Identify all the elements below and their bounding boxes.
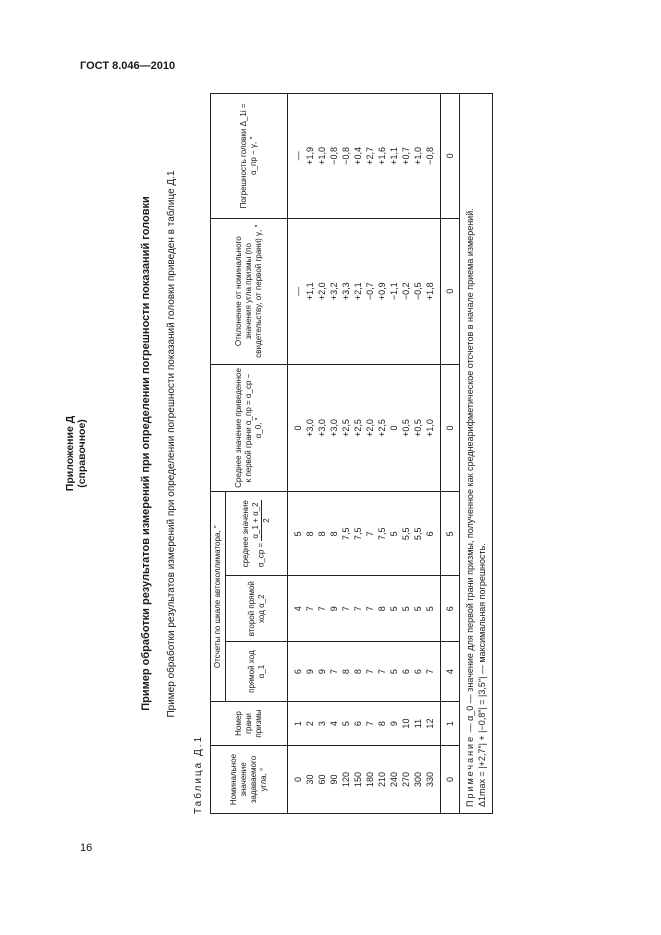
table-cell: 5,5 [412,492,424,576]
table-cell: +1,9 [304,94,316,219]
header-face-number: Номер грани призмы [211,702,288,746]
table-cell: 8 [352,642,364,702]
table-cell: −0,2 [400,218,412,364]
table-cell: 12 [424,702,441,746]
table-cell: +0,5 [412,364,424,492]
header-readings-group: Отсчеты по шкале автоколлиматора, ″ [211,492,226,702]
total-cell: 0 [441,94,460,219]
table-cell: 330 [424,746,441,814]
table-cell: 8 [328,492,340,576]
section-title: Пример обработки результатов измерений при определении погрешности показаний головки [140,196,152,711]
table-cell: +2,5 [352,364,364,492]
table-cell: −0,5 [412,218,424,364]
table-row [340,94,352,814]
table-cell: 7 [364,642,376,702]
table-cell: 4 [288,576,305,642]
table-cell: +2,5 [376,364,388,492]
header-mean [226,492,288,576]
table-row [400,94,412,814]
table-cell: +2,5 [340,364,352,492]
table-cell: 7 [364,576,376,642]
table-cell: 11 [412,702,424,746]
table-cell: 7 [340,576,352,642]
table-cell: +2,7 [364,94,376,219]
table-cell: +2,1 [352,218,364,364]
table-cell: 300 [412,746,424,814]
table-cell: +1,0 [316,94,328,219]
total-cell: 0 [441,746,460,814]
table-cell: 2 [304,702,316,746]
table-cell: 30 [304,746,316,814]
header-mean-label: среднее значение [241,500,250,568]
table-cell: 8 [304,492,316,576]
table-row [424,94,441,814]
table-block [210,93,493,814]
table-cell: +1,8 [424,218,441,364]
total-cell: 4 [441,642,460,702]
table-row [304,94,316,814]
table-cell: +0,4 [352,94,364,219]
table-cell: 8 [376,576,388,642]
table-cell: +1,0 [424,364,441,492]
table-cell: +2,0 [316,218,328,364]
table-cell: 5 [424,576,441,642]
table-cell: −0,8 [424,94,441,219]
table-cell: +3,0 [316,364,328,492]
note-line2: Δ1max = |+2,7″| + |−0,8″| = |3,5″| — максимальная погрешность. [477,543,487,807]
table-cell: +1,6 [376,94,388,219]
mean-formula-denominator: 2 [262,518,271,523]
table-cell: 9 [316,642,328,702]
table-cell: +1,1 [388,94,400,219]
table-cell: −1,1 [388,218,400,364]
table-cell: 270 [400,746,412,814]
table-cell: 8 [316,492,328,576]
header-forward-2: второй прямой ход α_2 [226,576,288,642]
header-nominal-angle: Номинальное значение задаваемого угла, ° [211,746,288,814]
table-cell: — [288,218,305,364]
table-cell: 5 [340,702,352,746]
table-note [460,93,493,814]
table-cell: 6 [352,702,364,746]
table-cell: +0,5 [400,364,412,492]
table-cell: 9 [304,642,316,702]
header-head-error: Погрешность головки Δ_1i = α_пр − γ, ″ [211,94,288,219]
table-cell: +3,0 [328,364,340,492]
total-cell: 0 [441,364,460,492]
table-cell: +3,0 [304,364,316,492]
table-cell: 5 [288,492,305,576]
annex-title: Приложение Д [64,415,76,492]
table-cell: 7 [376,642,388,702]
header-reduced-mean: Среднее значение приведенное к первой грани α_пр = α_ср − α_0, ″ [211,364,288,492]
table-cell: 7,5 [340,492,352,576]
total-row [441,94,460,814]
table-cell: 5 [388,642,400,702]
table-cell: 4 [328,702,340,746]
table-cell: 7,5 [376,492,388,576]
header-mean-lhs: α_ср = [256,542,266,568]
table-cell: 5 [388,492,400,576]
table-cell: 8 [340,642,352,702]
table-cell: 210 [376,746,388,814]
table-cell: 60 [316,746,328,814]
table-caption: Таблица Д.1 [193,734,204,814]
table-cell: 6 [424,492,441,576]
table-cell: 90 [328,746,340,814]
table-cell: 5 [400,576,412,642]
intro-text: Пример обработки результатов измерений при определении погрешности показаний головки приведен в таблице Д.1 [166,170,177,718]
total-cell: 1 [441,702,460,746]
header-forward-1: прямой ход α_1 [226,642,288,702]
table-cell: 6 [412,642,424,702]
table-cell: 9 [328,576,340,642]
table-cell: 9 [388,702,400,746]
total-cell: 5 [441,492,460,576]
table-row [376,94,388,814]
table-cell: 7 [364,702,376,746]
table-cell: +0,9 [376,218,388,364]
table-cell: 0 [288,364,305,492]
table-cell: +0,7 [400,94,412,219]
total-cell: 0 [441,218,460,364]
note-line1: — α_0 — значение для первой грани призмы, полученное как среднеарифметическое отсчетов в начале приема измерений. [465,208,475,735]
annex-heading [64,73,88,834]
annex-subtitle: (справочное) [76,419,88,488]
note-lead: Примечание [465,734,475,807]
mean-formula-fraction [251,500,272,540]
table-cell: 0 [388,364,400,492]
page-header: ГОСТ 8.046—2010 [80,60,176,72]
table-cell: +3,3 [340,218,352,364]
table-body [288,94,441,814]
table-cell: 7 [328,642,340,702]
table-cell: 7 [424,642,441,702]
table-cell: +2,0 [364,364,376,492]
table-cell: −0,8 [328,94,340,219]
table-cell: 5 [412,576,424,642]
table-cell: 7 [364,492,376,576]
table-cell: 5 [388,576,400,642]
table-cell: 1 [288,702,305,746]
table-row [364,94,376,814]
header-deviation: Отклонение от номинального значения угла призмы (по свидетельству, от первой грани) γ, ″ [211,218,288,364]
table-row [316,94,328,814]
table-cell: 0 [288,746,305,814]
table-cell: 150 [352,746,364,814]
table-cell: −0,8 [340,94,352,219]
table-row [352,94,364,814]
table-cell: 6 [288,642,305,702]
data-table [210,93,460,814]
table-cell: — [288,94,305,219]
table-cell: 3 [316,702,328,746]
table-cell: +1,1 [304,218,316,364]
table-cell: 7 [304,576,316,642]
page-number: 16 [80,842,93,854]
table-cell: 120 [340,746,352,814]
table-cell: 7 [352,576,364,642]
table-cell: 8 [376,702,388,746]
table-row [328,94,340,814]
table-cell: 6 [400,642,412,702]
table-cell: −0,7 [364,218,376,364]
table-row [288,94,305,814]
table-cell: 240 [388,746,400,814]
table-cell: +3,2 [328,218,340,364]
table-cell: 180 [364,746,376,814]
table-row [412,94,424,814]
table-cell: 10 [400,702,412,746]
table-cell: +1,0 [412,94,424,219]
total-cell: 6 [441,576,460,642]
table-row [388,94,400,814]
table-cell: 7 [316,576,328,642]
mean-formula-numerator: α_1 + α_2 [251,502,260,539]
table-cell: 5,5 [400,492,412,576]
rotated-content [50,73,490,834]
table-cell: 7,5 [352,492,364,576]
